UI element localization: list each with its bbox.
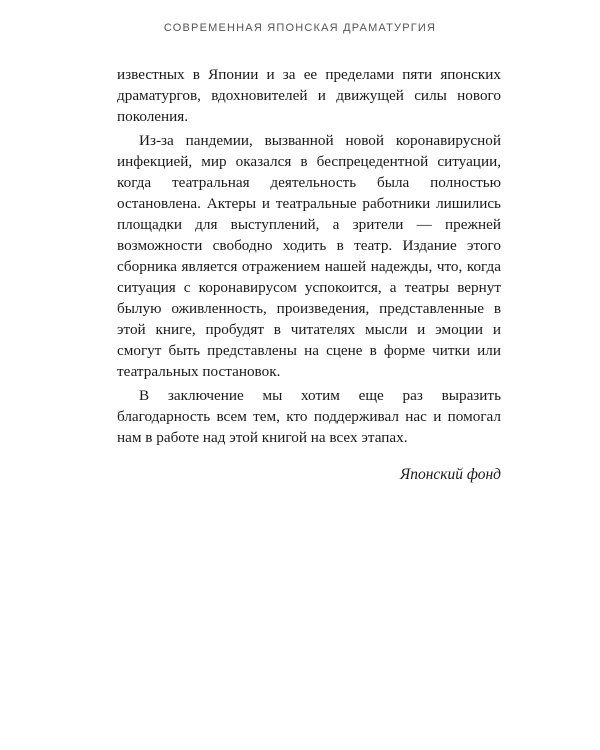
paragraph-pandemic: Из-за пандемии, вызванной новой коронавирусной инфекцией, мир оказался в беспрецедентной ситуации, когда театральная деятельность была полностью остановлена. Актеры и театральные работники лишились площадки для выступлений, а зрители — прежней возможности свободно ходить в театр. Издание этого сборника является отражением нашей надежды, что, когда ситуация с коронавирусом успокоится, а театры вернут былую оживленность, произведения, представленные в этой книге, пробудят в читателях мысли и эмоции и смогут быть представлены на сцене в форме читки или театральных постановок.	[117, 132, 501, 380]
body-text	[117, 64, 501, 485]
paragraph-gratitude: В заключение мы хотим еще раз выразить благодарность всем тем, кто поддерживал нас и помогал нам в работе над этой книгой на всех этапах.	[117, 387, 501, 446]
running-header: СОВРЕМЕННАЯ ЯПОНСКАЯ ДРАМАТУРГИЯ	[163, 22, 437, 34]
signature: Японский фонд	[400, 466, 501, 483]
paragraph-continuation: известных в Японии и за ее пределами пяти японских драматургов, вдохновителей и движущей силы нового поколения.	[117, 66, 501, 125]
